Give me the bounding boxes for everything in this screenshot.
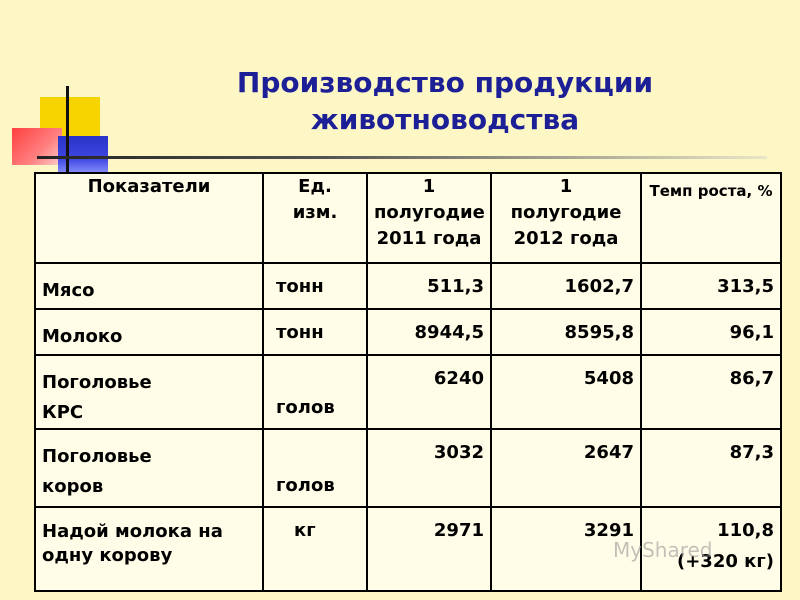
row-growth: 86,7: [641, 355, 781, 429]
header-growth: [641, 173, 781, 263]
livestock-table: [34, 172, 782, 592]
row-value-2012: 5408: [491, 355, 641, 429]
table-row: [35, 429, 781, 507]
row-unit: голов: [263, 429, 367, 507]
table-row: [35, 355, 781, 429]
row-value-2012: 2647: [491, 429, 641, 507]
row-growth-extra: (+320 кг): [677, 551, 774, 572]
table-row: [35, 263, 781, 309]
watermark-logo: MyShared: [613, 538, 713, 562]
row-name-line1: Поголовье: [42, 446, 152, 467]
row-growth-value: 110,8: [717, 520, 774, 541]
title-line-2: животноводства: [310, 103, 580, 136]
header-2012: [491, 173, 641, 263]
row-value-2012: 1602,7: [491, 263, 641, 309]
row-unit: голов: [263, 355, 367, 429]
row-value-2012: 8595,8: [491, 309, 641, 355]
row-name: Молоко: [35, 309, 263, 355]
header-indicator-text: Показатели: [87, 176, 211, 197]
header-2012-line3: 2012 года: [513, 228, 619, 249]
table-header-row: [35, 173, 781, 263]
row-value-2011: 2971: [367, 507, 491, 591]
row-name: Надой молока на одну корову: [35, 507, 263, 591]
header-unit-line1: Ед.: [298, 176, 332, 197]
row-value-2011: 6240: [367, 355, 491, 429]
title-line-1: Производство продукции: [236, 66, 654, 99]
row-growth: 313,5: [641, 263, 781, 309]
row-name-line1: Поголовье: [42, 372, 152, 393]
row-unit: кг: [263, 507, 367, 591]
row-value-2011: 511,3: [367, 263, 491, 309]
header-2012-line2: полугодие: [510, 202, 622, 223]
row-value-2012: 3291: [491, 507, 641, 591]
header-indicator: [35, 173, 263, 263]
header-2011-line1: 1: [422, 176, 436, 197]
row-name: [35, 429, 263, 507]
decor-red-square: [12, 128, 62, 165]
row-name-line2: коров: [42, 476, 104, 497]
header-unit: [263, 173, 367, 263]
header-unit-line2: изм.: [292, 202, 338, 223]
decor-horizontal-line: [37, 156, 767, 159]
header-2011-line3: 2011 года: [376, 228, 482, 249]
table-row: [35, 309, 781, 355]
decor-vertical-line: [66, 86, 69, 186]
header-2012-line1: 1: [559, 176, 573, 197]
header-growth-text: Темп роста, %: [649, 182, 773, 200]
row-value-2011: 8944,5: [367, 309, 491, 355]
row-name-line2: КРС: [42, 402, 84, 423]
row-growth: 96,1: [641, 309, 781, 355]
row-value-2011: 3032: [367, 429, 491, 507]
row-growth: 87,3: [641, 429, 781, 507]
header-2011-line2: полугодие: [374, 202, 485, 223]
row-unit: тонн: [263, 263, 367, 309]
row-name: Мясо: [35, 263, 263, 309]
row-name: [35, 355, 263, 429]
header-2011: [367, 173, 491, 263]
row-unit: тонн: [263, 309, 367, 355]
slide-title: [150, 64, 740, 138]
